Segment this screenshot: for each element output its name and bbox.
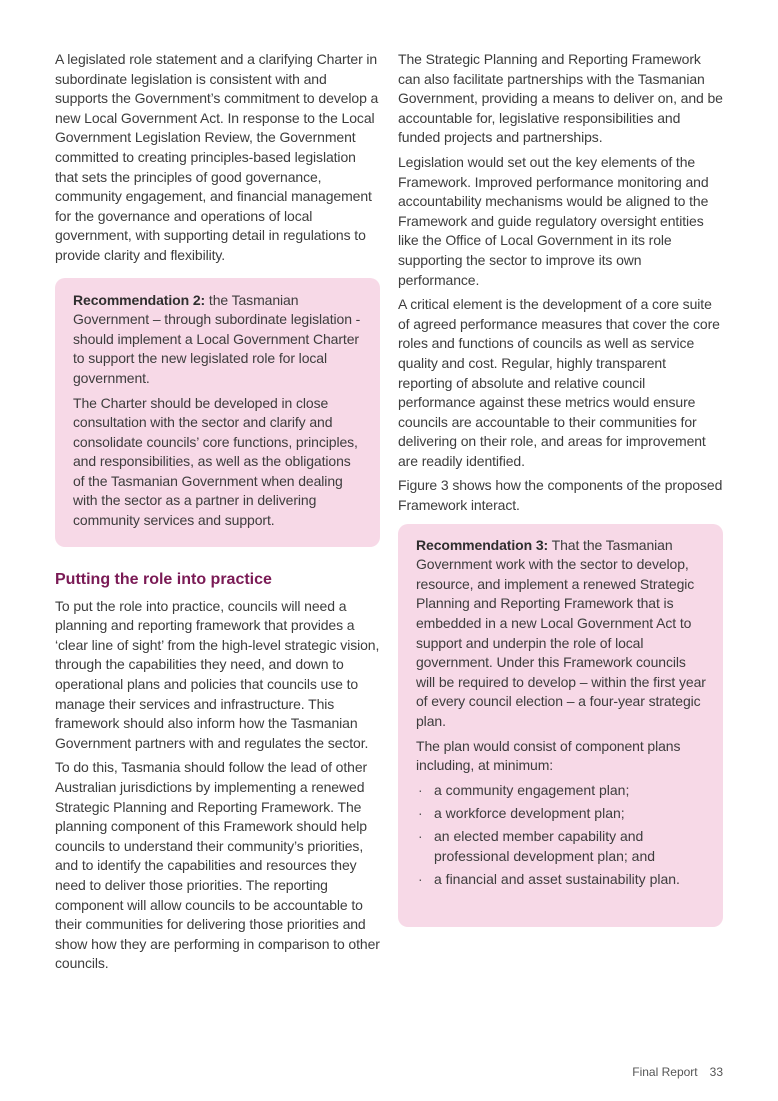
recommendation-3-label: Recommendation 3:: [416, 536, 549, 553]
recommendation-2-box: [55, 278, 380, 547]
list-item: · a financial and asset sustainability plan.: [416, 870, 707, 890]
recommendation-3-text: [416, 536, 707, 732]
page-footer: [620, 1065, 723, 1079]
recommendation-2-paragraph-2: The Charter should be developed in close consultation with the sector and clarify and consolidate councils’ core functions, principles, and responsibilities, as well as the obligations of the Tasmanian Government when dealing with the sector as a partner in delivering community services and support.: [73, 394, 358, 529]
left-column: [55, 50, 380, 979]
recommendation-2-text: [73, 291, 364, 389]
framework-paragraph-3: A critical element is the development of a core suite of agreed performance measures that cover the core roles and functions of councils as well as service quality and cost. Regular, highly transparent reporting of absolute and relative council performance against these metrics would ensure councils are accountable to their communities for delivering on their role, and areas for improvement are readily identified.: [398, 296, 720, 469]
recommendation-3-paragraph-2: The plan would consist of component plans including, at minimum:: [416, 737, 681, 774]
framework-paragraph-1: The Strategic Planning and Reporting Framework can also facilitate partnerships with the Tasmanian Government, providing a means to deliver on, and be accountable for, legislative responsibilities and funded projects and partnerships.: [398, 51, 723, 146]
recommendation-2-label: Recommendation 2:: [73, 291, 206, 308]
footer-label: Final Report: [632, 1065, 698, 1079]
component-plans-list: [416, 781, 707, 889]
recommendation-3-box: [398, 524, 723, 927]
right-column: [398, 50, 723, 949]
recommendation-2-body: the Tasmanian Government – through subordinate legislation - should implement a Local Government Charter to support the new legislated role for local government.: [73, 291, 361, 386]
list-item: · a community engagement plan;: [416, 781, 707, 801]
recommendation-3-body: That the Tasmanian Government work with the sector to develop, resource, and implement a renewed Strategic Planning and Reporting Framework that is embedded in a new Local Government Act to support and underpin the role of local government. Under this Framework councils will be required to develop – within the first year of every council election – a four-year strategic plan.: [416, 536, 706, 729]
list-item: · a workforce development plan;: [416, 804, 707, 824]
practice-paragraph-1: To put the role into practice, councils will need a planning and reporting framework that provides a ‘clear line of sight’ from the high-level strategic vision, through the capabilities they need, and down to operational plans and policies that councils use to manage their services and infrastructure. This framework should also inform how the Tasmanian Government partners with and regulates the sector.: [55, 597, 380, 751]
framework-paragraph-4: Figure 3 shows how the components of the proposed Framework interact.: [398, 477, 723, 514]
section-heading: Putting the role into practice: [55, 570, 272, 588]
list-item: · an elected member capability and professional development plan; and: [416, 827, 707, 866]
page-number: 33: [709, 1065, 723, 1079]
practice-paragraph-2: To do this, Tasmania should follow the lead of other Australian jurisdictions by implementing a renewed Strategic Planning and Reporting Framework. The planning component of this Framework should help councils to understand their community’s priorities, and to identify the capabilities and resources they need to deliver those priorities. The reporting component will allow councils to be accountable to their communities for delivering those priorities and show how they are performing in comparison to other councils.: [55, 759, 380, 972]
intro-paragraph: A legislated role statement and a clarifying Charter in subordinate legislation is consistent with and supports the Government’s commitment to develop a new Local Government Act. In response to the Local Government Legislation Review, the Government committed to creating principles-based legislation that sets the principles of good governance, community engagement, and financial management for the governance and operations of local government, with supporting detail in regulations to provide clarity and flexibility.: [55, 51, 379, 263]
framework-paragraph-2: Legislation would set out the key elements of the Framework. Improved performance monitoring and accountability mechanisms would be aligned to the Framework and guide regulatory oversight entities like the Office of Local Government in its role supporting the sector to improve its own performance.: [398, 153, 709, 288]
